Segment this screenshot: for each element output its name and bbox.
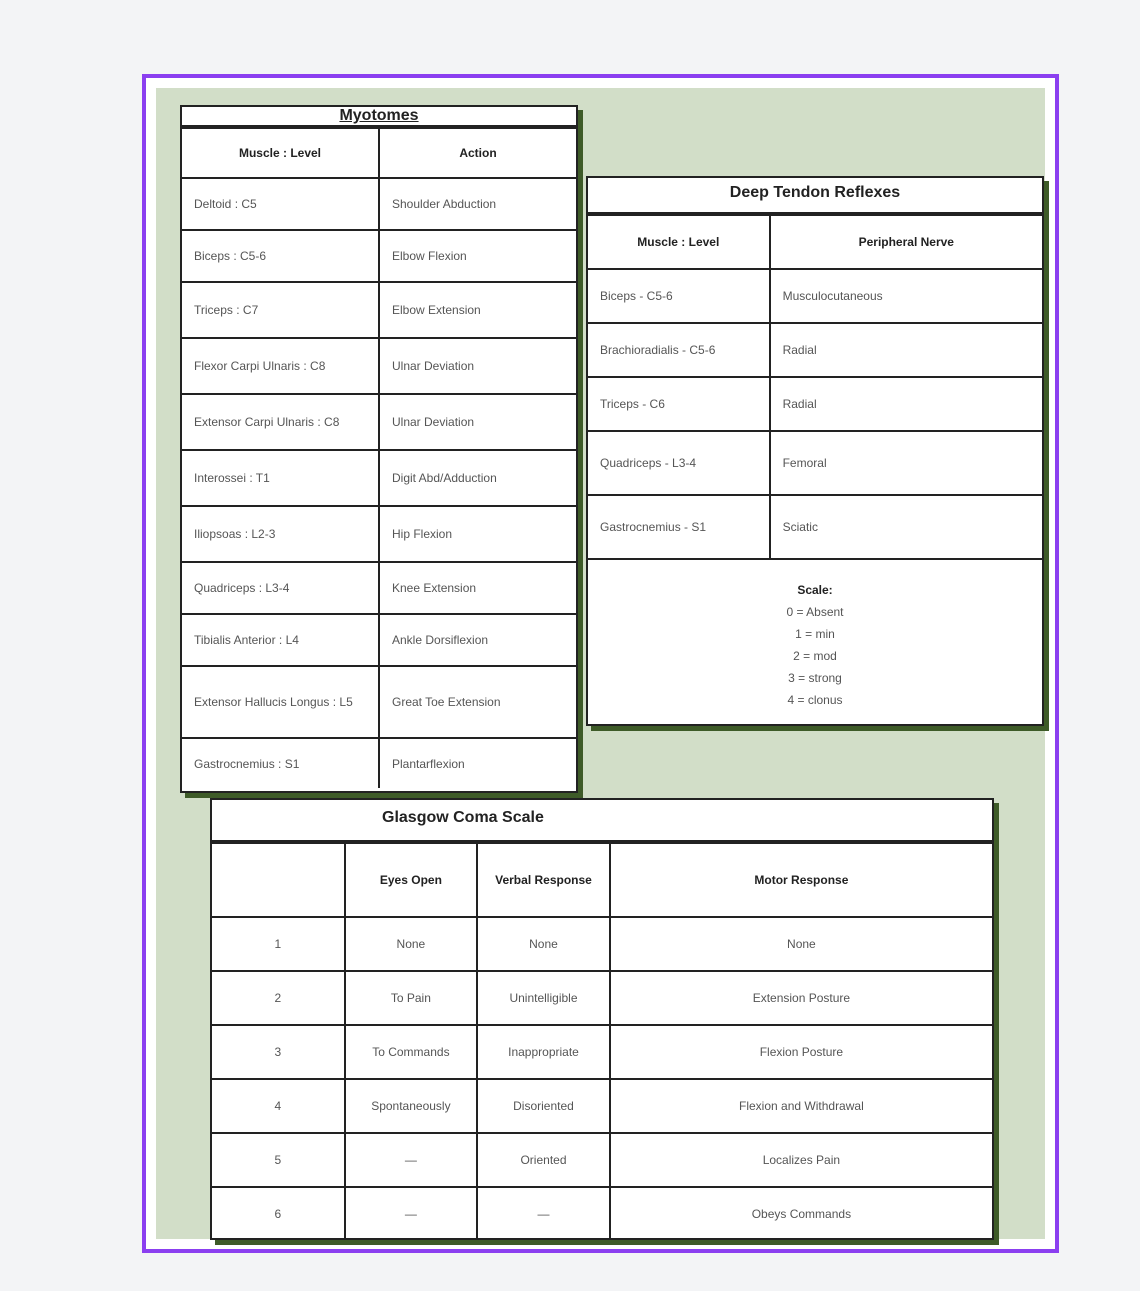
reference-sheet: [156, 88, 1045, 1239]
nerve-cell: Musculocutaneous: [770, 269, 1042, 323]
nerve-cell: Radial: [770, 377, 1042, 431]
motor-cell: Extension Posture: [610, 971, 992, 1025]
nerve-cell: Femoral: [770, 431, 1042, 495]
muscle-cell: Extensor Carpi Ulnaris : C8: [182, 394, 379, 450]
glasgow-coma-scale-card: [210, 798, 994, 1240]
table-row: [182, 230, 576, 282]
scale-line: 3 = strong: [788, 671, 842, 685]
table-header-row: [212, 843, 992, 917]
table-row: [588, 269, 1042, 323]
muscle-cell: Gastrocnemius : S1: [182, 738, 379, 788]
muscle-cell: Interossei : T1: [182, 450, 379, 506]
motor-cell: Flexion and Withdrawal: [610, 1079, 992, 1133]
muscle-cell: Biceps - C5-6: [588, 269, 770, 323]
nerve-cell: Radial: [770, 323, 1042, 377]
action-cell: Shoulder Abduction: [379, 178, 576, 230]
table-header-row: [182, 128, 576, 178]
eyes-cell: To Pain: [345, 971, 478, 1025]
action-cell: Elbow Extension: [379, 282, 576, 338]
myotomes-card: [180, 105, 578, 793]
verbal-cell: —: [477, 1187, 610, 1240]
eyes-cell: —: [345, 1187, 478, 1240]
table-row: [182, 450, 576, 506]
muscle-cell: Triceps - C6: [588, 377, 770, 431]
table-row: [212, 1133, 992, 1187]
deep-tendon-reflexes-card: [586, 176, 1044, 726]
nerve-cell: Sciatic: [770, 495, 1042, 559]
table-row: [182, 282, 576, 338]
muscle-cell: Brachioradialis - C5-6: [588, 323, 770, 377]
scale-title: Scale:: [797, 583, 833, 597]
action-cell: Digit Abd/Adduction: [379, 450, 576, 506]
action-cell: Elbow Flexion: [379, 230, 576, 282]
table-row: [182, 338, 576, 394]
muscle-cell: Triceps : C7: [182, 282, 379, 338]
score-cell: 3: [212, 1025, 345, 1079]
action-cell: Ankle Dorsiflexion: [379, 614, 576, 666]
header-action: Action: [379, 128, 576, 178]
table-row: [588, 495, 1042, 559]
header-muscle-level: Muscle : Level: [588, 215, 770, 269]
muscle-cell: Flexor Carpi Ulnaris : C8: [182, 338, 379, 394]
table-row: [588, 323, 1042, 377]
table-header-row: [588, 215, 1042, 269]
table-row: [212, 917, 992, 971]
table-row: [182, 666, 576, 738]
dtr-title: Deep Tendon Reflexes: [588, 178, 1042, 214]
verbal-cell: Disoriented: [477, 1079, 610, 1133]
table-row: [212, 1025, 992, 1079]
verbal-cell: Inappropriate: [477, 1025, 610, 1079]
verbal-cell: None: [477, 917, 610, 971]
gcs-title: Glasgow Coma Scale: [212, 800, 992, 842]
eyes-cell: —: [345, 1133, 478, 1187]
myotomes-table: [182, 127, 576, 788]
action-cell: Great Toe Extension: [379, 666, 576, 738]
muscle-cell: Quadriceps - L3-4: [588, 431, 770, 495]
table-row: [212, 1079, 992, 1133]
muscle-cell: Quadriceps : L3-4: [182, 562, 379, 614]
eyes-cell: Spontaneously: [345, 1079, 478, 1133]
table-row: [588, 431, 1042, 495]
document-frame: [142, 74, 1059, 1253]
action-cell: Knee Extension: [379, 562, 576, 614]
score-cell: 4: [212, 1079, 345, 1133]
muscle-cell: Biceps : C5-6: [182, 230, 379, 282]
score-cell: 5: [212, 1133, 345, 1187]
scale-line: 2 = mod: [793, 649, 837, 663]
header-peripheral-nerve: Peripheral Nerve: [770, 215, 1042, 269]
motor-cell: Flexion Posture: [610, 1025, 992, 1079]
action-cell: Ulnar Deviation: [379, 394, 576, 450]
header-motor-response: Motor Response: [610, 843, 992, 917]
table-row: [182, 506, 576, 562]
table-row: [212, 971, 992, 1025]
verbal-cell: Oriented: [477, 1133, 610, 1187]
header-muscle-level: Muscle : Level: [182, 128, 379, 178]
scale-line: 4 = clonus: [787, 693, 843, 707]
table-row: [182, 614, 576, 666]
scale-line: 1 = min: [795, 627, 835, 641]
eyes-cell: To Commands: [345, 1025, 478, 1079]
table-row: [182, 394, 576, 450]
scale-line: 0 = Absent: [786, 605, 844, 619]
verbal-cell: Unintelligible: [477, 971, 610, 1025]
eyes-cell: None: [345, 917, 478, 971]
muscle-cell: Extensor Hallucis Longus : L5: [182, 666, 379, 738]
dtr-table: [588, 214, 1042, 722]
table-row: [588, 377, 1042, 431]
muscle-cell: Iliopsoas : L2-3: [182, 506, 379, 562]
motor-cell: Localizes Pain: [610, 1133, 992, 1187]
muscle-cell: Deltoid : C5: [182, 178, 379, 230]
gcs-table: [212, 842, 992, 1240]
score-cell: 6: [212, 1187, 345, 1240]
action-cell: Ulnar Deviation: [379, 338, 576, 394]
score-cell: 2: [212, 971, 345, 1025]
table-row: [212, 1187, 992, 1240]
score-cell: 1: [212, 917, 345, 971]
motor-cell: Obeys Commands: [610, 1187, 992, 1240]
muscle-cell: Tibialis Anterior : L4: [182, 614, 379, 666]
action-cell: Hip Flexion: [379, 506, 576, 562]
table-row: [182, 738, 576, 788]
muscle-cell: Gastrocnemius - S1: [588, 495, 770, 559]
action-cell: Plantarflexion: [379, 738, 576, 788]
table-row: [182, 178, 576, 230]
header-verbal-response: Verbal Response: [477, 843, 610, 917]
myotomes-title: Myotomes: [182, 107, 576, 127]
header-score: [212, 843, 345, 917]
motor-cell: None: [610, 917, 992, 971]
header-eyes-open: Eyes Open: [345, 843, 478, 917]
scale-row: [588, 559, 1042, 722]
table-row: [182, 562, 576, 614]
scale-cell: [588, 559, 1042, 722]
